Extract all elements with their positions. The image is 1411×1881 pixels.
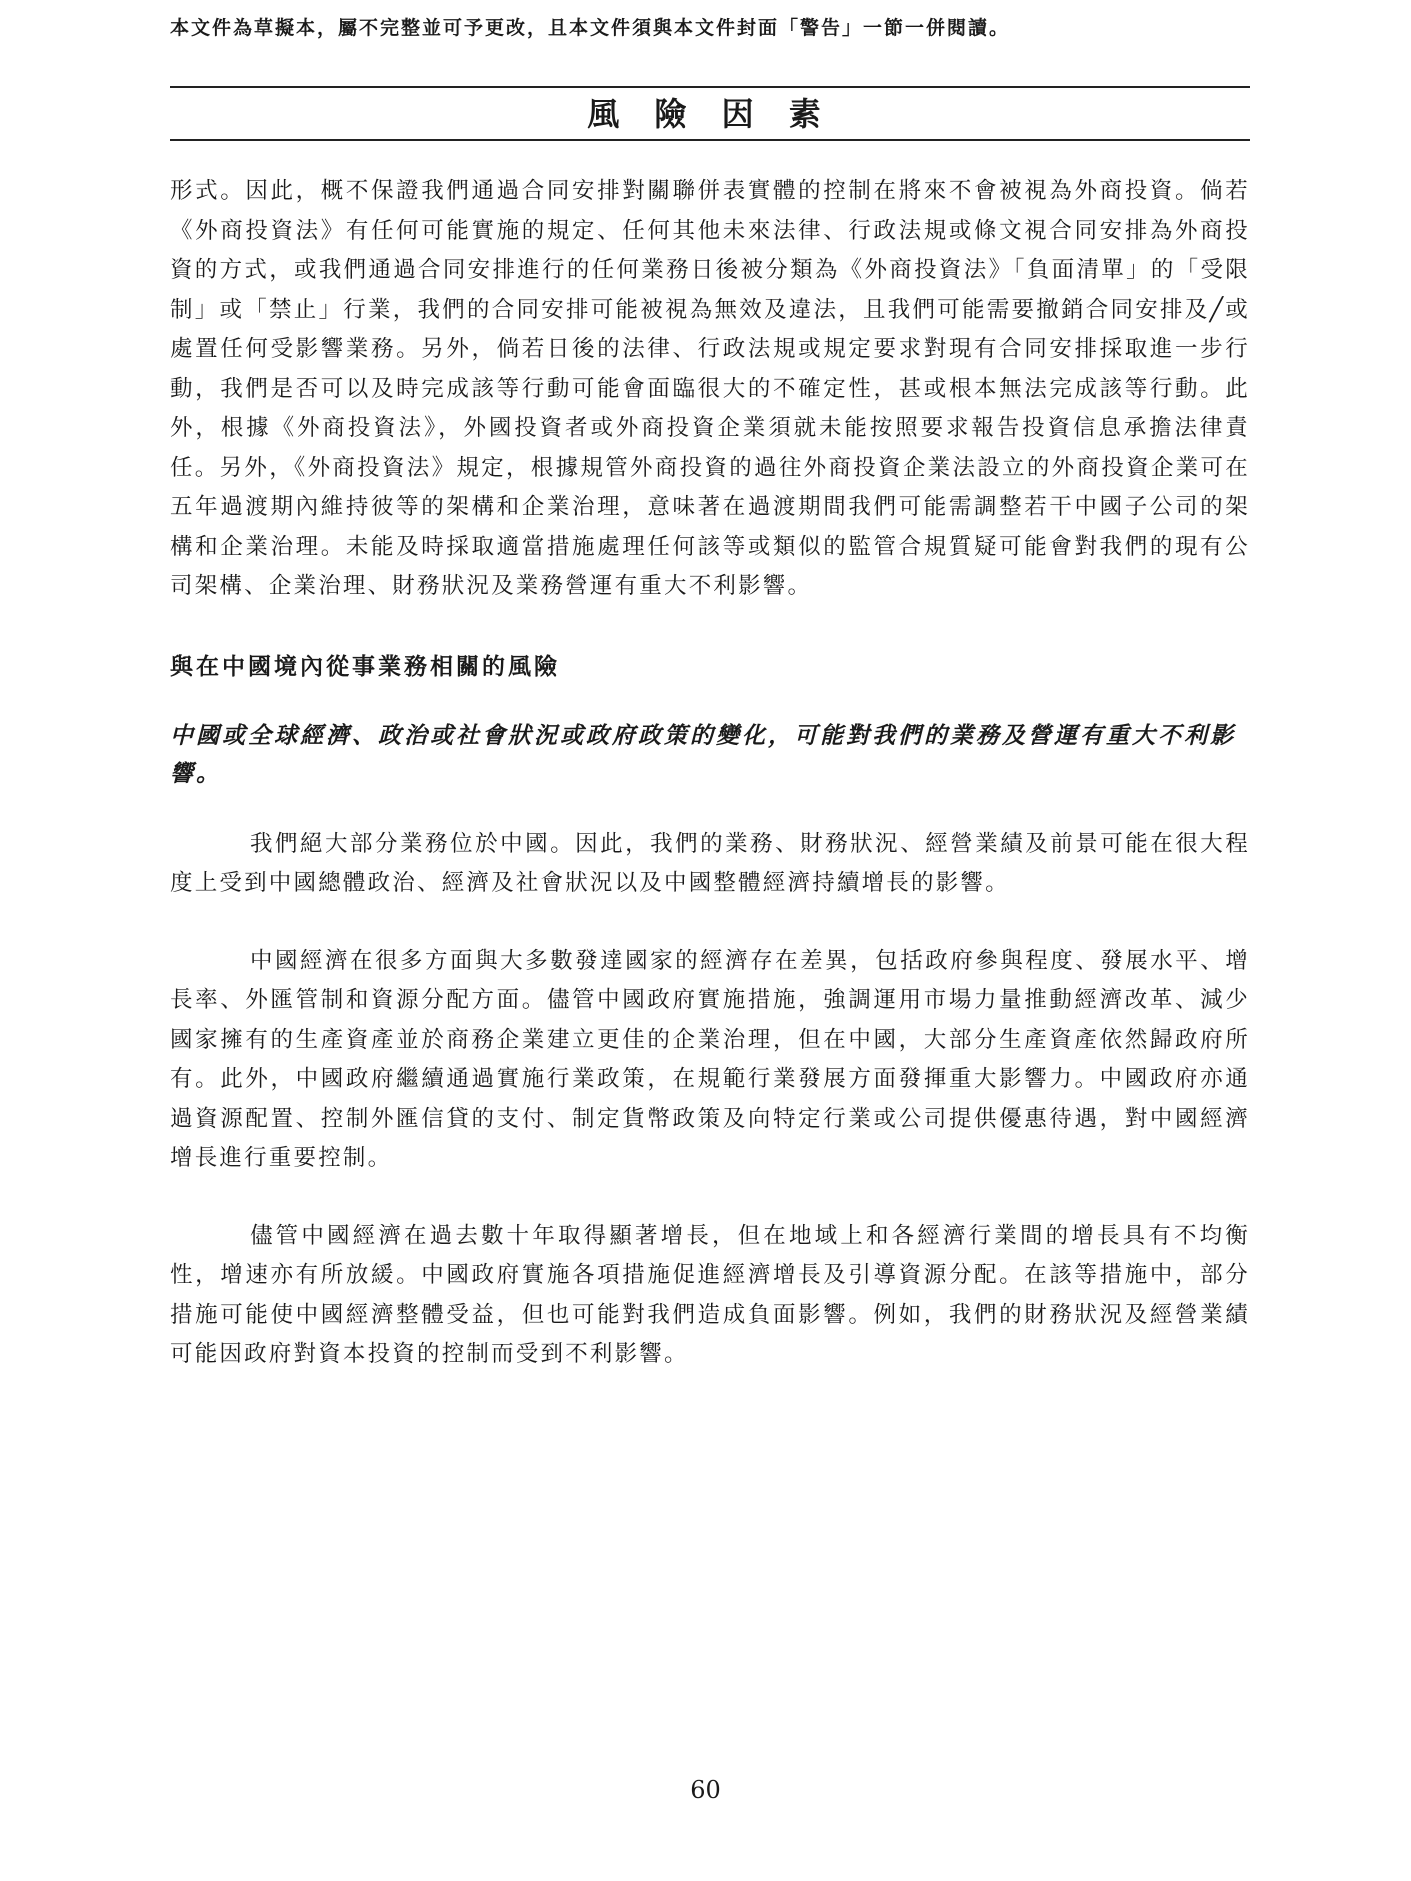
draft-disclaimer: 本文件為草擬本，屬不完整並可予更改，且本文件須與本文件封面「警告」一節一併閱讀。 <box>170 17 1011 39</box>
risk-subheading: 中國或全球經濟、政治或社會狀況或政府政策的變化，可能對我們的業務及營運有重大不利影響。 <box>170 721 1236 787</box>
page-number: 60 <box>690 1776 721 1804</box>
paragraph-2: 中國經濟在很多方面與大多數發達國家的經濟存在差異，包括政府參與程度、發展水平、增長率、外匯管制和資源分配方面。儘管中國政府實施措施，強調運用市場力量推動經濟改革、減少國家擁有的生產資產並於商務企業建立更佳的企業治理，但在中國，大部分生產資產依然歸政府所有。此外，中國政府繼續通過實施行業政策，在規範行業發展方面發揮重大影響力。中國政府亦通過資源配置、控制外匯信貸的支付、制定貨幣政策及向特定行業或公司提供優惠待遇，對中國經濟增長進行重要控制。 <box>170 947 1250 1171</box>
title-rule-bottom <box>170 139 1250 141</box>
document-body <box>170 172 1250 1413</box>
paragraph-1: 我們絕大部分業務位於中國。因此，我們的業務、財務狀況、經營業績及前景可能在很大程度上受到中國總體政治、經濟及社會狀況以及中國整體經濟持續增長的影響。 <box>170 830 1250 896</box>
title-rule-top <box>170 86 1250 88</box>
continued-paragraph: 形式。因此，概不保證我們通過合同安排對關聯併表實體的控制在將來不會被視為外商投資。倘若《外商投資法》有任何可能實施的規定、任何其他未來法律、行政法規或條文視合同安排為外商投資的方式，或我們通過合同安排進行的任何業務日後被分類為《外商投資法》「負面清單」的「受限制」或「禁止」行業，我們的合同安排可能被視為無效及違法，且我們可能需要撤銷合同安排及╱或處置任何受影響業務。另外，倘若日後的法律、行政法規或規定要求對現有合同安排採取進一步行動，我們是否可以及時完成該等行動可能會面臨很大的不確定性，甚或根本無法完成該等行動。此外，根據《外商投資法》，外國投資者或外商投資企業須就未能按照要求報告投資信息承擔法律責任。另外，《外商投資法》規定，根據規管外商投資的過往外商投資企業法設立的外商投資企業可在五年過渡期內維持彼等的架構和企業治理，意味著在過渡期間我們可能需調整若干中國子公司的架構和企業治理。未能及時採取適當措施處理任何該等或類似的監管合規質疑可能會對我們的現有公司架構、企業治理、財務狀況及業務營運有重大不利影響。 <box>170 178 1250 599</box>
paragraph-3: 儘管中國經濟在過去數十年取得顯著增長，但在地域上和各經濟行業間的增長具有不均衡性，增速亦有所放緩。中國政府實施各項措施促進經濟增長及引導資源分配。在該等措施中，部分措施可能使中國經濟整體受益，但也可能對我們造成負面影響。例如，我們的財務狀況及經營業績可能因政府對資本投資的控制而受到不利影響。 <box>170 1222 1250 1367</box>
section-heading: 與在中國境內從事業務相關的風險 <box>170 652 560 680</box>
section-title: 風 險 因 素 <box>587 95 833 133</box>
